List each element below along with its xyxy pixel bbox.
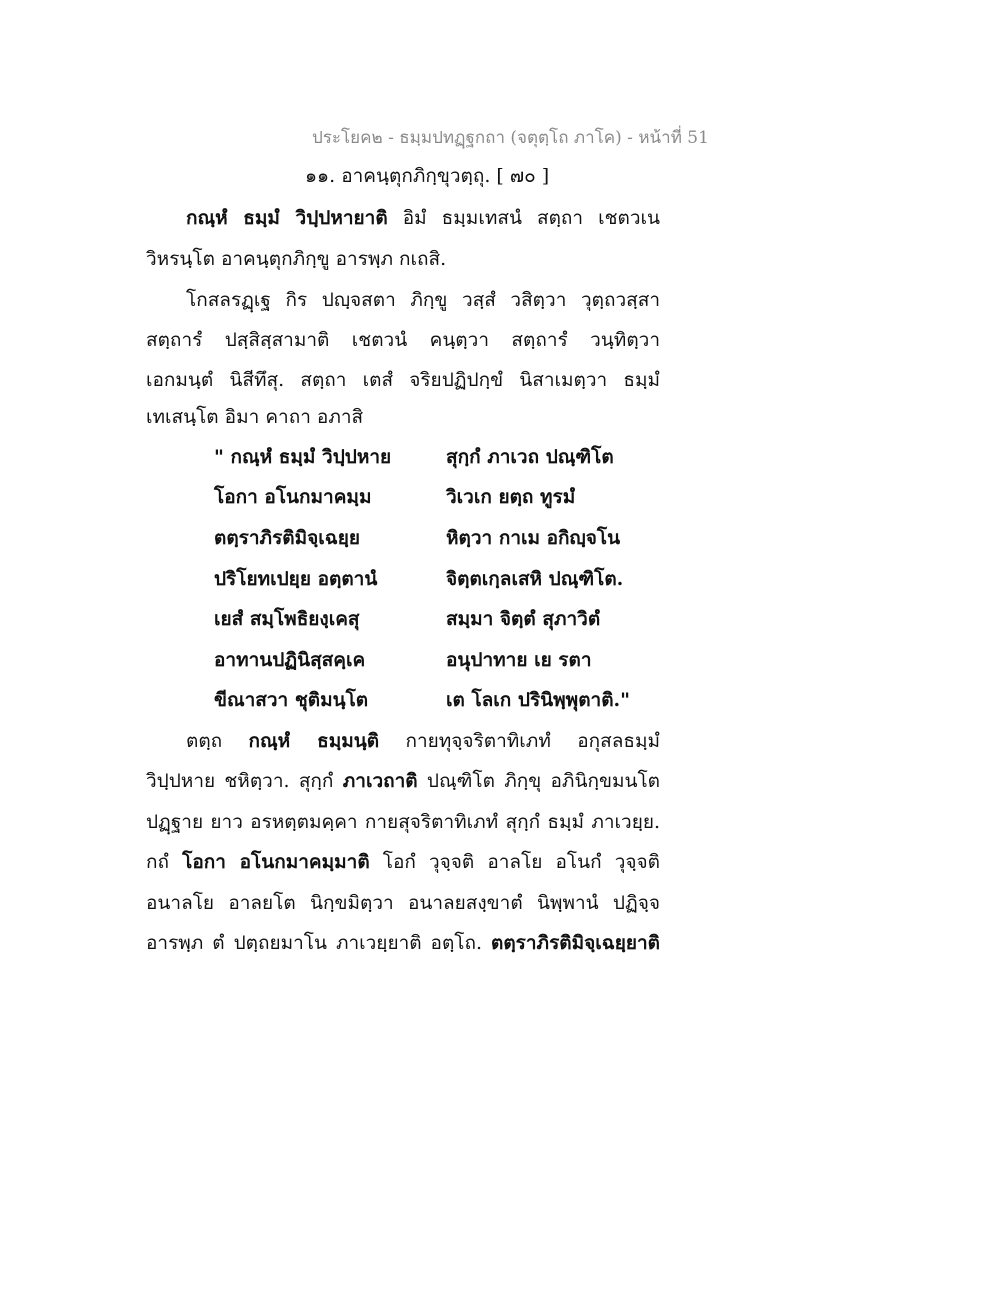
paragraph-line: [186, 203, 660, 233]
verse-left: ตตฺราภิรติมิจฺเฉยฺย: [214, 527, 360, 549]
paragraph-line: [146, 847, 660, 877]
text-run: อารพฺภ ตํ ปตฺถยมาโน ภาเวยฺยาติ อตฺโถ.: [146, 932, 483, 954]
verse-left: โอกา อโนกมาคมฺม: [214, 486, 372, 508]
page-header: ประโยค๒ - ธมฺมปทฏฺฐกถา (จตุตฺโถ ภาโค) - หน้าที่ 51: [312, 128, 709, 148]
paragraph-line: สตฺถารํ ปสฺสิสฺสามาติ เชตวนํ คนฺตฺวา สตฺถารํ วนฺทิตฺวา: [146, 329, 660, 351]
verse-right: สมฺมา จิตฺตํ สุภาวิตํ: [446, 608, 601, 630]
text-run: อิมํ ธมฺมเทสนํ สตฺถา เชตวเน: [402, 207, 660, 229]
text-run: กถํ: [146, 851, 170, 873]
text-run: ปณฺฑิโต ภิกฺขุ อภินิกฺขมนโต: [426, 770, 660, 792]
verse-left: เยสํ สมฺโพธิยงฺเคสุ: [214, 608, 360, 630]
keyword: โอกา อโนกมาคมฺมาติ: [182, 851, 370, 873]
keyword: ภาเวถาติ: [342, 770, 418, 792]
paragraph-line: เอกมนฺตํ นิสีทึสุ. สตฺถา เตสํ จริยปฏิปกฺขํ นิสาเมตฺวา ธมฺมํ: [146, 369, 660, 391]
paragraph-line: [146, 928, 660, 958]
text-run: กายทุจฺจริตาทิเภทํ อกุสลธมฺมํ: [405, 730, 660, 752]
paragraph-line: วิหรนฺโต อาคนฺตุกภิกฺขู อารพฺภ กเถสิ.: [146, 248, 447, 270]
verse-right: จิตฺตเกฺลเสหิ ปณฺฑิโต.: [446, 568, 624, 590]
verse-right: อนุปาทาย เย รตา: [446, 649, 592, 671]
keyword: กณฺหํ ธมฺมํ วิปฺปหายาติ: [186, 207, 388, 229]
paragraph-line: เทเสนฺโต อิมา คาถา อภาสิ: [146, 406, 364, 428]
keyword: ตตฺราภิรติมิจฺเฉยฺยาติ: [491, 932, 660, 954]
text-run: ตตฺถ: [186, 730, 223, 752]
verse-right: เต โลเก ปรินิพฺพุตาติ.": [446, 689, 631, 711]
verse-left: ขีณาสวา ชุติมนฺโต: [214, 689, 369, 711]
section-title: ๑๑. อาคนฺตุกภิกฺขุวตฺถุ. [ ๗๐ ]: [305, 165, 550, 187]
verse-right: วิเวเก ยตฺถ ทูรมํ: [446, 486, 576, 508]
paragraph-line: [186, 726, 660, 756]
paragraph-line: ปฏฺฐาย ยาว อรหตฺตมคฺคา กายสุจริตาทิเภทํ สุกฺกํ ธมฺมํ ภาเวยฺย.: [146, 811, 660, 833]
verse-right: สุกฺกํ ภาเวถ ปณฺฑิโต: [446, 446, 614, 468]
verse-right: หิตฺวา กาเม อกิญฺจโน: [446, 527, 621, 549]
text-run: โอกํ วุจฺจติ อาลโย อโนกํ วุจฺจติ: [382, 851, 660, 873]
verse-left: อาทานปฏินิสฺสคฺเค: [214, 649, 366, 671]
verse-left: ปริโยทเปยฺย อตฺตานํ: [214, 568, 378, 590]
paragraph-line: อนาลโย อาลยโต นิกฺขมิตฺวา อนาลยสงฺขาตํ นิพฺพานํ ปฏิจฺจ: [146, 892, 660, 914]
verse-left: " กณฺหํ ธมฺมํ วิปฺปหาย: [214, 446, 392, 468]
paragraph-line: [146, 766, 660, 796]
paragraph-line: โกสลรฏฺเฐ กิร ปญฺจสตา ภิกฺขู วสฺสํ วสิตฺวา วุตฺถวสฺสา: [186, 289, 660, 311]
text-run: วิปฺปหาย ชหิตฺวา. สุกฺกํ: [146, 770, 334, 792]
keyword: กณฺหํ ธมฺมนฺติ: [248, 730, 380, 752]
